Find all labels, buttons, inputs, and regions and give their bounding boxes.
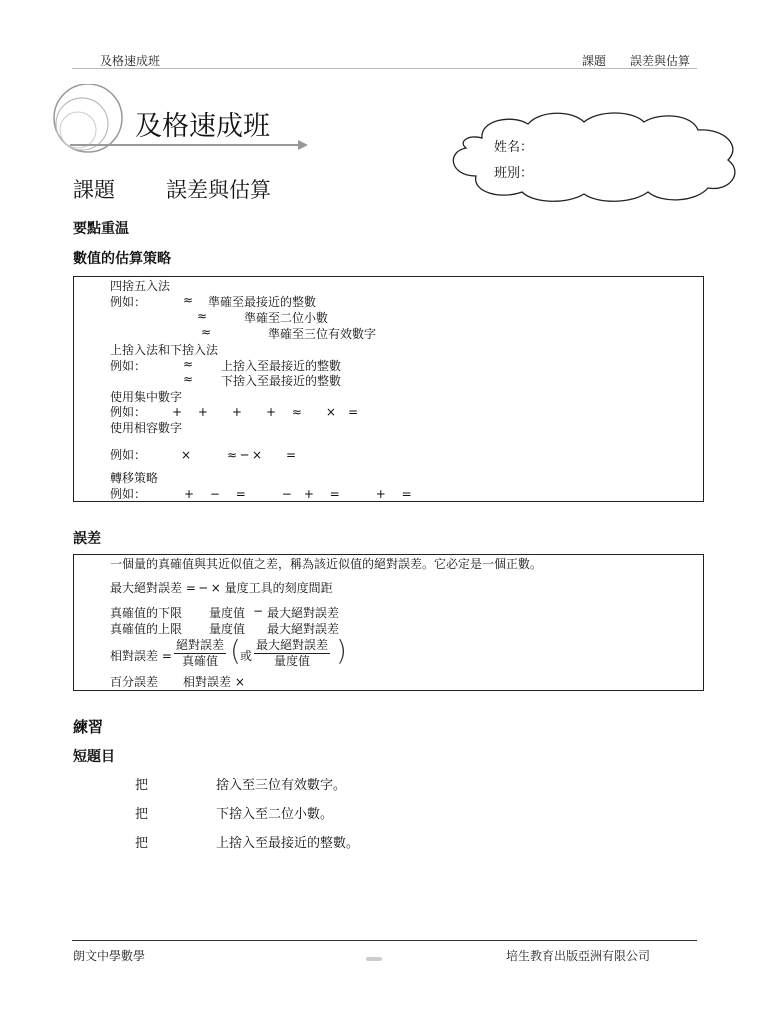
frac2-den: 量度值 [274, 654, 311, 668]
relative-error-label: 相對誤差 = [110, 649, 172, 663]
est-rounding-title: 四捨五入法 [110, 279, 171, 293]
upper-limit-max-error: 最大絕對誤差 [267, 622, 340, 636]
est-ex1-text: 準確至最接近的整數 [208, 295, 317, 309]
est-ex8-label: 例如： [110, 487, 147, 501]
name-field-label: 姓名： [494, 140, 534, 155]
est-ex4-text: 上捨入至最接近的整數 [221, 359, 342, 373]
q1-verb: 把 [135, 778, 149, 793]
percent-error-formula: 相對誤差 × [183, 675, 245, 689]
est-ex1-approx: ≈ [183, 293, 194, 307]
est-compatible-title: 使用相容數字 [110, 421, 183, 435]
error-definition: 一個量的真確值與其近似值之差，稱為該近似值的絕對誤差。它必定是一個正數。 [110, 557, 543, 571]
banner-title: 及格速成班 [135, 111, 270, 142]
est-ex8-expr: + − = − + = + = [184, 487, 412, 501]
footer-right: 培生教育出版亞洲有限公司 [506, 949, 651, 963]
cloud-shape [442, 108, 748, 204]
q2-text: 下捨入至二位小數。 [216, 807, 334, 822]
lower-limit-minus: − [253, 604, 264, 618]
est-front-end-title: 使用集中數字 [110, 390, 183, 404]
est-ex2-approx: ≈ [197, 309, 208, 323]
est-ex1-label: 例如： [110, 295, 147, 309]
practice-sub-heading: 短題目 [73, 749, 115, 765]
error-heading: 誤差 [73, 531, 101, 547]
est-ex5-approx: ≈ [183, 372, 194, 386]
class-field-label: 班別： [494, 166, 534, 181]
q1-text: 捨入至三位有效數字。 [216, 778, 347, 793]
relative-error-or: 或 [240, 649, 253, 663]
percent-error-label: 百分誤差 [110, 675, 159, 689]
relative-error-fraction2 [254, 638, 330, 669]
lower-limit-label: 真確值的下限 [110, 606, 183, 620]
est-ex6-label: 例如： [110, 405, 147, 419]
review-heading: 要點重温 [73, 221, 129, 237]
relative-error-fraction1 [174, 638, 226, 669]
est-ex6-expr: + + + + ≈ × = [172, 405, 359, 419]
est-ex2-text: 準確至二位小數 [244, 311, 329, 325]
frac2-num: 最大絕對誤差 [256, 638, 329, 652]
footer-rule [72, 940, 697, 941]
est-updown-title: 上捨入法和下捨入法 [110, 343, 219, 357]
est-ex7-expr: × ≈ ─ × = [181, 448, 297, 462]
est-transfer-title: 轉移策略 [110, 471, 159, 485]
max-absolute-error: 最大絕對誤差 = ─ × 量度工具的刻度間距 [110, 581, 333, 595]
q2-verb: 把 [135, 807, 149, 822]
left-paren: ( [230, 634, 241, 667]
practice-heading: 練習 [73, 718, 104, 736]
est-ex3-text: 準確至三位有效數字 [268, 327, 377, 341]
est-ex3-approx: ≈ [201, 325, 212, 339]
header-left: 及格速成班 [100, 54, 161, 68]
topic-label: 課題 [73, 178, 115, 202]
frac1-den: 真確值 [182, 654, 219, 668]
right-paren: ) [336, 634, 347, 667]
footer-left: 朗文中學數學 [73, 949, 146, 963]
est-ex7-label: 例如： [110, 448, 147, 462]
header-topic-label: 課題 [582, 54, 607, 68]
frac1-num: 絕對誤差 [176, 638, 225, 652]
lower-limit-measured: 量度值 [209, 606, 246, 620]
topic-name: 誤差與估算 [166, 178, 271, 202]
upper-limit-label: 真確值的上限 [110, 622, 183, 636]
est-ex4-label: 例如： [110, 359, 147, 373]
lower-limit-max-error: 最大絕對誤差 [267, 606, 340, 620]
upper-limit-measured: 量度值 [209, 622, 246, 636]
est-ex5-text: 下捨入至最接近的整數 [221, 374, 342, 388]
est-ex4-approx: ≈ [183, 357, 194, 371]
q3-verb: 把 [135, 836, 149, 851]
header-rule [72, 68, 697, 69]
q3-text: 上捨入至最接近的整數。 [216, 836, 360, 851]
estimation-heading: 數值的估算策略 [73, 251, 171, 267]
header-topic-name: 誤差與估算 [630, 54, 691, 68]
footer-dash-mark [366, 957, 382, 961]
